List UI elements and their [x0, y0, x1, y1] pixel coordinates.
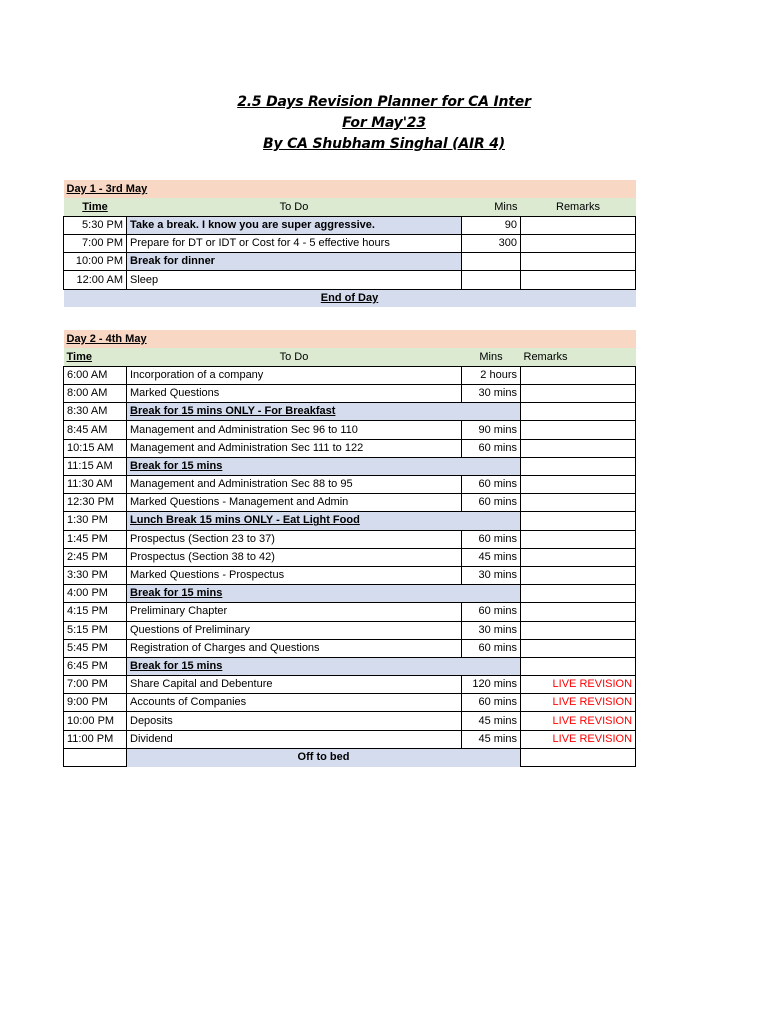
- table-row: [64, 494, 636, 512]
- row-todo: Break for 15 mins: [127, 457, 521, 475]
- row-remarks: [521, 657, 636, 675]
- row-mins: 120 mins: [462, 676, 521, 694]
- row-time: 9:00 PM: [64, 694, 127, 712]
- row-todo: Share Capital and Debenture: [127, 676, 462, 694]
- row-remarks: [521, 530, 636, 548]
- row-time: 5:15 PM: [64, 621, 127, 639]
- day1-header: Day 1 - 3rd May: [64, 180, 636, 198]
- row-remarks: [521, 603, 636, 621]
- row-remarks: [521, 476, 636, 494]
- row-time: 12:00 AM: [64, 271, 127, 289]
- row-mins: 2 hours: [462, 366, 521, 384]
- day1-table: [63, 180, 636, 307]
- row-todo: Management and Administration Sec 96 to 110: [127, 421, 462, 439]
- table-row: [64, 603, 636, 621]
- row-todo: Marked Questions - Prospectus: [127, 566, 462, 584]
- row-mins: 60 mins: [462, 603, 521, 621]
- table-row: [64, 457, 636, 475]
- row-todo: Incorporation of a company: [127, 366, 462, 384]
- table-row: [64, 512, 636, 530]
- table-row: [64, 730, 636, 748]
- footer-time-cell: [64, 748, 127, 766]
- row-mins: 30 mins: [462, 385, 521, 403]
- row-time: 8:00 AM: [64, 385, 127, 403]
- table-row: [64, 676, 636, 694]
- row-remarks: [521, 621, 636, 639]
- row-todo: Questions of Preliminary: [127, 621, 462, 639]
- row-remarks: [521, 548, 636, 566]
- row-remarks: LIVE REVISION: [521, 712, 636, 730]
- row-mins: [462, 271, 521, 289]
- day2-table: [63, 330, 636, 767]
- table-row: [64, 694, 636, 712]
- row-time: 8:45 AM: [64, 421, 127, 439]
- day1-header-row: [64, 180, 636, 198]
- row-remarks: [521, 216, 636, 234]
- row-remarks: [521, 439, 636, 457]
- row-todo: Prospectus (Section 38 to 42): [127, 548, 462, 566]
- row-remarks: LIVE REVISION: [521, 730, 636, 748]
- table-row: [64, 421, 636, 439]
- table-row: [64, 253, 636, 271]
- footer-remarks-cell: [521, 748, 636, 766]
- day2-col-remarks: Remarks: [521, 348, 636, 366]
- table-row: [64, 385, 636, 403]
- day1-col-remarks: Remarks: [521, 198, 636, 216]
- row-remarks: [521, 585, 636, 603]
- row-mins: 90 mins: [462, 421, 521, 439]
- row-time: 10:15 AM: [64, 439, 127, 457]
- row-time: 11:15 AM: [64, 457, 127, 475]
- row-remarks: [521, 403, 636, 421]
- row-time: 7:00 PM: [64, 235, 127, 253]
- row-todo: Lunch Break 15 mins ONLY - Eat Light Food: [127, 512, 521, 530]
- day1-col-mins: Mins: [462, 198, 521, 216]
- day2-column-header-row: [64, 348, 636, 366]
- row-todo: Marked Questions: [127, 385, 462, 403]
- row-time: 4:00 PM: [64, 585, 127, 603]
- row-time: 11:30 AM: [64, 476, 127, 494]
- table-row: [64, 439, 636, 457]
- row-mins: 60 mins: [462, 530, 521, 548]
- day2-col-mins: Mins: [462, 348, 521, 366]
- day1-col-todo: To Do: [127, 198, 462, 216]
- table-row: [64, 657, 636, 675]
- table-row: [64, 585, 636, 603]
- row-time: 1:30 PM: [64, 512, 127, 530]
- title-line-3: By CA Shubham Singhal (AIR 4): [263, 136, 505, 152]
- day2-footer: Off to bed: [127, 748, 521, 766]
- row-todo: Sleep: [127, 271, 462, 289]
- row-mins: [462, 253, 521, 271]
- day2-col-todo: To Do: [127, 348, 462, 366]
- row-time: 10:00 PM: [64, 253, 127, 271]
- row-todo: Deposits: [127, 712, 462, 730]
- row-todo: Break for 15 mins ONLY - For Breakfast: [127, 403, 521, 421]
- row-mins: 45 mins: [462, 712, 521, 730]
- table-row: [64, 639, 636, 657]
- row-remarks: [521, 421, 636, 439]
- row-todo: Dividend: [127, 730, 462, 748]
- row-time: 3:30 PM: [64, 566, 127, 584]
- table-row: [64, 403, 636, 421]
- title-line-1: 2.5 Days Revision Planner for CA Inter: [237, 94, 531, 110]
- row-remarks: [521, 385, 636, 403]
- table-row: [64, 366, 636, 384]
- day1-column-header-row: [64, 198, 636, 216]
- row-mins: 60 mins: [462, 494, 521, 512]
- row-todo: Preliminary Chapter: [127, 603, 462, 621]
- row-remarks: [521, 494, 636, 512]
- row-todo: Break for dinner: [127, 253, 462, 271]
- day2-header-row: [64, 330, 636, 348]
- row-todo: Prepare for DT or IDT or Cost for 4 - 5 effective hours: [127, 235, 462, 253]
- day2-footer-row: [64, 748, 636, 766]
- table-row: [64, 530, 636, 548]
- row-remarks: [521, 566, 636, 584]
- row-todo: Registration of Charges and Questions: [127, 639, 462, 657]
- row-mins: 90: [462, 216, 521, 234]
- row-remarks: [521, 271, 636, 289]
- row-mins: 45 mins: [462, 730, 521, 748]
- row-time: 8:30 AM: [64, 403, 127, 421]
- row-mins: 60 mins: [462, 439, 521, 457]
- row-time: 11:00 PM: [64, 730, 127, 748]
- row-remarks: [521, 639, 636, 657]
- row-mins: 45 mins: [462, 548, 521, 566]
- row-todo: Break for 15 mins: [127, 657, 521, 675]
- row-time: 12:30 PM: [64, 494, 127, 512]
- day1-footer: End of Day: [64, 289, 636, 307]
- row-todo: Management and Administration Sec 111 to 122: [127, 439, 462, 457]
- row-mins: 30 mins: [462, 566, 521, 584]
- row-mins: 60 mins: [462, 694, 521, 712]
- row-remarks: [521, 512, 636, 530]
- table-row: [64, 621, 636, 639]
- row-mins: 30 mins: [462, 621, 521, 639]
- row-time: 2:45 PM: [64, 548, 127, 566]
- day1-footer-row: [64, 289, 636, 307]
- row-time: 6:45 PM: [64, 657, 127, 675]
- row-todo: Prospectus (Section 23 to 37): [127, 530, 462, 548]
- row-remarks: [521, 366, 636, 384]
- row-todo: Marked Questions - Management and Admin: [127, 494, 462, 512]
- row-remarks: LIVE REVISION: [521, 694, 636, 712]
- table-row: [64, 271, 636, 289]
- table-row: [64, 235, 636, 253]
- table-row: [64, 712, 636, 730]
- row-time: 5:30 PM: [64, 216, 127, 234]
- row-mins: 60 mins: [462, 639, 521, 657]
- row-remarks: [521, 235, 636, 253]
- row-mins: 300: [462, 235, 521, 253]
- row-time: 1:45 PM: [64, 530, 127, 548]
- title-line-2: For May'23: [342, 115, 426, 131]
- row-remarks: [521, 253, 636, 271]
- table-row: [64, 216, 636, 234]
- row-remarks: [521, 457, 636, 475]
- table-row: [64, 548, 636, 566]
- planner-title-block: [0, 92, 768, 155]
- day1-col-time: Time: [64, 198, 127, 216]
- row-time: 6:00 AM: [64, 366, 127, 384]
- row-todo: Accounts of Companies: [127, 694, 462, 712]
- day2-col-time: Time: [64, 348, 127, 366]
- row-remarks: LIVE REVISION: [521, 676, 636, 694]
- row-mins: 60 mins: [462, 476, 521, 494]
- row-time: 10:00 PM: [64, 712, 127, 730]
- row-time: 5:45 PM: [64, 639, 127, 657]
- row-todo: Management and Administration Sec 88 to 95: [127, 476, 462, 494]
- table-row: [64, 476, 636, 494]
- table-row: [64, 566, 636, 584]
- row-todo: Take a break. I know you are super aggressive.: [127, 216, 462, 234]
- row-todo: Break for 15 mins: [127, 585, 521, 603]
- row-time: 7:00 PM: [64, 676, 127, 694]
- day2-header: Day 2 - 4th May: [64, 330, 636, 348]
- row-time: 4:15 PM: [64, 603, 127, 621]
